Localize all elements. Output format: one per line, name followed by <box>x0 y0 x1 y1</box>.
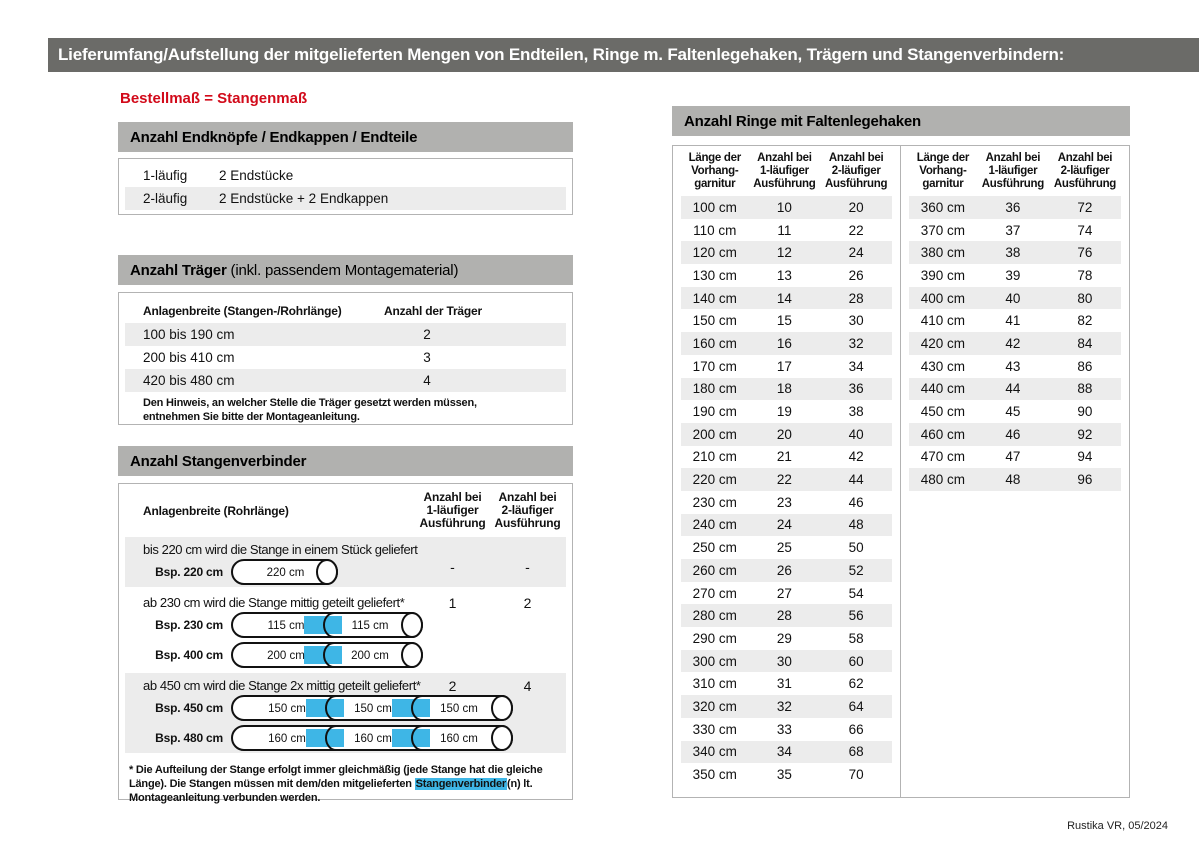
cell-laenge: 330 cm <box>692 721 737 737</box>
rod-example-label: Bsp. 450 cm <box>155 701 223 715</box>
cell-2-laeufig: 90 <box>1077 404 1093 420</box>
cell-2-laeufig: 24 <box>848 245 864 261</box>
section-title-ringe: Anzahl Ringe mit Faltenlegehaken <box>684 112 921 130</box>
cell-2-laeufig: 44 <box>848 472 864 488</box>
cell-1-laeufig: 38 <box>1005 245 1021 261</box>
cell-laenge: 410 cm <box>920 313 966 329</box>
rod-example-label: Bsp. 230 cm <box>155 618 223 632</box>
cell-laenge: 290 cm <box>692 630 737 646</box>
cell-2-laeufig: 30 <box>848 313 864 329</box>
cell-1-laeufig: 23 <box>776 494 792 510</box>
cell-1-laeufig: 28 <box>776 608 792 624</box>
svg-text:115 cm: 115 cm <box>351 620 389 632</box>
cell-laenge: 270 cm <box>692 585 737 601</box>
section-title-endteile: Anzahl Endknöpfe / Endkappen / Endteile <box>130 128 418 146</box>
section-bar-endteile <box>118 122 573 152</box>
cell-laenge: 400 cm <box>920 290 966 306</box>
cell-2-laeufig: 34 <box>848 358 864 374</box>
table-row <box>681 400 892 423</box>
table-row <box>681 332 892 355</box>
rod-example-label: Bsp. 480 cm <box>155 731 223 745</box>
cell-2-laeufig: 52 <box>848 562 864 578</box>
cell-2-laeufig: 46 <box>848 494 864 510</box>
cell-2-laeufig: 56 <box>848 608 864 624</box>
row-count: 3 <box>423 350 431 365</box>
table-row <box>909 400 1121 423</box>
cell-2-laeufig: 36 <box>848 381 864 397</box>
cell-1-laeufig: 48 <box>1005 472 1021 488</box>
table-row <box>909 309 1121 332</box>
table-row <box>681 219 892 242</box>
cell-1-laeufig: 22 <box>776 472 792 488</box>
table-row <box>909 468 1121 491</box>
cell-1-laeufig: 19 <box>776 404 792 420</box>
verbinder-footnote <box>119 756 572 805</box>
cell-2-laeufig: 28 <box>848 290 864 306</box>
cell-2-laeufig: 96 <box>1077 472 1093 488</box>
cell-2-laeufig: 72 <box>1077 199 1093 215</box>
rod-diagram <box>231 694 514 722</box>
ringe-header <box>909 146 1121 196</box>
table-row <box>681 514 892 537</box>
table-row <box>681 287 892 310</box>
cell-laenge: 470 cm <box>920 449 966 465</box>
count-1-laeufig: 1 <box>448 595 457 611</box>
cell-laenge: 420 cm <box>920 335 966 351</box>
cell-2-laeufig: 68 <box>848 744 864 760</box>
cell-1-laeufig: 21 <box>776 449 792 465</box>
cell-1-laeufig: 14 <box>776 290 792 306</box>
cell-2-laeufig: 84 <box>1077 335 1093 351</box>
footnote-highlight: Stangenverbinder <box>415 778 506 790</box>
cell-2-laeufig: 70 <box>848 767 864 783</box>
cell-laenge: 240 cm <box>692 517 737 533</box>
cell-1-laeufig: 47 <box>1005 449 1021 465</box>
svg-text:220 cm: 220 cm <box>266 567 305 579</box>
table-row <box>125 346 566 369</box>
endteile-table <box>118 158 573 215</box>
block-description: ab 450 cm wird die Stange 2x mittig geteilt geliefert* <box>143 678 421 693</box>
block-description: ab 230 cm wird die Stange mittig geteilt geliefert* <box>143 595 405 610</box>
cell-1-laeufig: 20 <box>776 426 792 442</box>
cell-laenge: 350 cm <box>692 767 737 783</box>
cell-2-laeufig: 58 <box>848 630 864 646</box>
row-value: 2 Endstücke <box>219 168 294 183</box>
cell-1-laeufig: 15 <box>776 313 792 329</box>
footnote-text: * Die Aufteilung der Stange erfolgt immer gleichmäßig (jede Stange hat die gleiche Länge). Die Stangen müssen mit dem/den mitgelieferten <box>129 764 543 790</box>
table-row <box>681 695 892 718</box>
verbinder-table-header <box>119 484 572 537</box>
traeger-table <box>118 292 573 425</box>
verbinder-block <box>125 673 566 753</box>
cell-1-laeufig: 11 <box>777 222 792 238</box>
table-row <box>681 264 892 287</box>
cell-2-laeufig: 78 <box>1077 267 1093 283</box>
cell-2-laeufig: 60 <box>848 653 864 669</box>
cell-1-laeufig: 37 <box>1005 222 1021 238</box>
cell-laenge: 250 cm <box>692 540 737 556</box>
verbinder-table <box>118 483 573 804</box>
table-row <box>681 241 892 264</box>
rod-diagram <box>231 611 424 639</box>
cell-1-laeufig: 34 <box>776 744 792 760</box>
cell-laenge: 450 cm <box>920 404 966 420</box>
section-bar-traeger <box>118 255 573 285</box>
cell-1-laeufig: 46 <box>1005 426 1021 442</box>
section-bar-verbinder <box>118 446 573 476</box>
svg-text:115 cm: 115 cm <box>267 620 305 632</box>
cell-laenge: 170 cm <box>692 358 737 374</box>
cell-laenge: 480 cm <box>920 472 966 488</box>
cell-1-laeufig: 32 <box>776 698 792 714</box>
row-label: 2-läufig <box>143 191 188 206</box>
table-row <box>681 196 892 219</box>
table-row <box>681 446 892 469</box>
cell-laenge: 390 cm <box>920 267 966 283</box>
svg-text:160 cm: 160 cm <box>440 733 478 745</box>
table-row <box>681 491 892 514</box>
table-row <box>125 164 566 187</box>
ringe-table <box>672 145 1130 798</box>
table-row <box>909 446 1121 469</box>
cell-laenge: 360 cm <box>920 199 966 215</box>
ringe-table-right <box>901 146 1129 797</box>
cell-laenge: 280 cm <box>692 608 737 624</box>
block-description: bis 220 cm wird die Stange in einem Stück geliefert <box>143 542 418 557</box>
cell-2-laeufig: 64 <box>848 698 864 714</box>
table-row <box>125 187 566 210</box>
cell-1-laeufig: 41 <box>1005 313 1021 329</box>
cell-1-laeufig: 40 <box>1005 290 1021 306</box>
table-row <box>909 196 1121 219</box>
cell-laenge: 260 cm <box>692 562 737 578</box>
cell-1-laeufig: 18 <box>776 381 792 397</box>
rod-diagram <box>231 558 339 586</box>
table-row <box>681 355 892 378</box>
table-row <box>909 423 1121 446</box>
cell-1-laeufig: 35 <box>776 767 792 783</box>
cell-laenge: 380 cm <box>920 245 966 261</box>
cell-laenge: 300 cm <box>692 653 737 669</box>
cell-1-laeufig: 45 <box>1005 404 1021 420</box>
ringe-header-col: Anzahl bei 1-läufiger Ausführung <box>981 152 1044 190</box>
cell-2-laeufig: 76 <box>1077 245 1093 261</box>
document-version: Rustika VR, 05/2024 <box>1067 820 1168 832</box>
cell-laenge: 140 cm <box>692 290 737 306</box>
cell-laenge: 100 cm <box>692 199 737 215</box>
rod-diagram-holder <box>223 694 514 722</box>
rod-example-label: Bsp. 220 cm <box>155 565 223 579</box>
rod-example-label: Bsp. 400 cm <box>155 648 223 662</box>
table-row <box>125 369 566 392</box>
table-row <box>681 672 892 695</box>
count-1-laeufig: 2 <box>448 678 457 694</box>
svg-text:200 cm: 200 cm <box>351 650 389 662</box>
rod-example-row <box>125 723 566 753</box>
cell-2-laeufig: 42 <box>848 449 864 465</box>
cell-laenge: 460 cm <box>920 426 966 442</box>
cell-laenge: 120 cm <box>692 245 737 261</box>
cell-2-laeufig: 88 <box>1077 381 1093 397</box>
cell-2-laeufig: 26 <box>848 267 864 283</box>
row-range: 200 bis 410 cm <box>143 350 235 365</box>
count-1-laeufig: - <box>450 559 455 575</box>
page-title: Lieferumfang/Aufstellung der mitgelieferten Mengen von Endteilen, Ringe m. Faltenlegehaken, Trägern und Stangenverbindern: <box>48 38 1199 72</box>
section-bar-ringe <box>672 106 1130 136</box>
cell-laenge: 190 cm <box>692 404 737 420</box>
table-row <box>909 378 1121 401</box>
cell-laenge: 110 cm <box>693 222 737 238</box>
order-measure-note: Bestellmaß = Stangenmaß <box>120 90 308 107</box>
rod-diagram-holder <box>223 724 514 752</box>
ringe-header-col: Länge der Vorhang- garnitur <box>688 152 741 190</box>
cell-laenge: 320 cm <box>692 698 737 714</box>
cell-laenge: 370 cm <box>920 222 966 238</box>
cell-laenge: 180 cm <box>692 381 737 397</box>
table-row <box>125 323 566 346</box>
cell-1-laeufig: 39 <box>1005 267 1021 283</box>
table-row <box>681 763 892 786</box>
cell-laenge: 130 cm <box>692 267 737 283</box>
cell-laenge: 210 cm <box>692 449 737 465</box>
table-row <box>681 423 892 446</box>
cell-laenge: 220 cm <box>692 472 737 488</box>
cell-laenge: 310 cm <box>692 676 737 692</box>
ringe-header-col: Anzahl bei 1-läufiger Ausführung <box>753 152 816 190</box>
count-2-laeufig: 2 <box>523 595 532 611</box>
footnote-text-end: (n) lt. Montageanleitung verbunden werden. <box>129 778 533 804</box>
table-row <box>909 219 1121 242</box>
table-row <box>909 264 1121 287</box>
cell-2-laeufig: 48 <box>848 517 864 533</box>
svg-text:150 cm: 150 cm <box>354 703 392 715</box>
row-value: 2 Endstücke + 2 Endkappen <box>219 191 389 206</box>
cell-2-laeufig: 22 <box>848 222 864 238</box>
cell-1-laeufig: 27 <box>776 585 792 601</box>
cell-2-laeufig: 40 <box>848 426 864 442</box>
cell-1-laeufig: 36 <box>1005 199 1021 215</box>
cell-1-laeufig: 17 <box>776 358 792 374</box>
rod-example-row <box>125 640 566 670</box>
table-row <box>681 741 892 764</box>
cell-2-laeufig: 38 <box>848 404 864 420</box>
table-row <box>909 332 1121 355</box>
table-row <box>681 468 892 491</box>
cell-laenge: 430 cm <box>920 358 966 374</box>
ringe-header <box>681 146 892 196</box>
cell-2-laeufig: 66 <box>848 721 864 737</box>
cell-1-laeufig: 10 <box>776 199 792 215</box>
cell-2-laeufig: 80 <box>1077 290 1093 306</box>
table-row <box>681 718 892 741</box>
rod-diagram <box>231 724 514 752</box>
row-range: 420 bis 480 cm <box>143 373 235 388</box>
ringe-header-col: Anzahl bei 2-läufiger Ausführung <box>1053 152 1117 190</box>
cell-2-laeufig: 32 <box>848 335 864 351</box>
cell-2-laeufig: 54 <box>848 585 864 601</box>
cell-1-laeufig: 31 <box>776 676 792 692</box>
verbinder-col-2-laeufig: Anzahl bei 2-läufiger Ausführung <box>494 490 561 530</box>
verbinder-block <box>125 590 566 670</box>
table-row <box>681 627 892 650</box>
cell-1-laeufig: 33 <box>776 721 792 737</box>
row-range: 100 bis 190 cm <box>143 327 235 342</box>
svg-text:200 cm: 200 cm <box>267 650 305 662</box>
cell-1-laeufig: 30 <box>776 653 792 669</box>
table-row <box>681 559 892 582</box>
cell-1-laeufig: 16 <box>776 335 792 351</box>
svg-text:150 cm: 150 cm <box>268 703 306 715</box>
ringe-table-left <box>673 146 901 797</box>
cell-laenge: 160 cm <box>692 335 737 351</box>
rod-diagram-holder <box>223 641 424 669</box>
cell-1-laeufig: 44 <box>1005 381 1021 397</box>
table-row <box>681 604 892 627</box>
cell-laenge: 150 cm <box>692 313 737 329</box>
table-row <box>909 287 1121 310</box>
row-count: 2 <box>423 327 431 342</box>
cell-2-laeufig: 92 <box>1077 426 1093 442</box>
cell-1-laeufig: 12 <box>776 245 792 261</box>
section-title-traeger-suffix: (inkl. passendem Montagematerial) <box>226 261 459 279</box>
rod-example-row <box>125 693 566 723</box>
table-row <box>909 241 1121 264</box>
rod-diagram-holder <box>223 558 339 586</box>
traeger-col-anlagenbreite: Anlagenbreite (Stangen-/Rohrlänge) <box>143 304 342 318</box>
cell-1-laeufig: 13 <box>776 267 792 283</box>
section-title-verbinder: Anzahl Stangenverbinder <box>130 452 307 470</box>
cell-2-laeufig: 82 <box>1077 313 1093 329</box>
row-count: 4 <box>423 373 431 388</box>
cell-1-laeufig: 42 <box>1005 335 1021 351</box>
rod-diagram-holder <box>223 611 424 639</box>
traeger-note: Den Hinweis, an welcher Stelle die Träger gesetzt werden müssen, entnehmen Sie bitte der Montageanleitung. <box>143 397 477 423</box>
count-2-laeufig: - <box>525 559 530 575</box>
verbinder-block <box>125 537 566 587</box>
cell-1-laeufig: 24 <box>776 517 792 533</box>
rod-example-row <box>125 610 566 640</box>
section-title-traeger: Anzahl Träger <box>130 261 227 279</box>
table-row <box>909 355 1121 378</box>
table-row <box>681 650 892 673</box>
ringe-header-col: Anzahl bei 2-läufiger Ausführung <box>825 152 888 190</box>
traeger-col-anzahl: Anzahl der Träger <box>384 304 482 318</box>
cell-2-laeufig: 86 <box>1077 358 1093 374</box>
cell-2-laeufig: 94 <box>1077 449 1093 465</box>
svg-text:160 cm: 160 cm <box>354 733 392 745</box>
cell-2-laeufig: 74 <box>1077 222 1093 238</box>
cell-laenge: 340 cm <box>692 744 737 760</box>
count-2-laeufig: 4 <box>523 678 532 694</box>
verbinder-col-1-laeufig: Anzahl bei 1-läufiger Ausführung <box>419 490 486 530</box>
traeger-table-header <box>119 299 572 323</box>
svg-text:160 cm: 160 cm <box>268 733 306 745</box>
row-label: 1-läufig <box>143 168 188 183</box>
cell-laenge: 200 cm <box>692 426 737 442</box>
cell-laenge: 440 cm <box>920 381 966 397</box>
cell-2-laeufig: 62 <box>848 676 864 692</box>
ringe-header-col: Länge der Vorhang- garnitur <box>916 152 970 190</box>
verbinder-col-anlagenbreite: Anlagenbreite (Rohrlänge) <box>143 503 289 518</box>
cell-2-laeufig: 20 <box>848 199 864 215</box>
table-row <box>681 582 892 605</box>
cell-1-laeufig: 25 <box>776 540 792 556</box>
cell-2-laeufig: 50 <box>848 540 864 556</box>
cell-1-laeufig: 26 <box>776 562 792 578</box>
rod-diagram <box>231 641 424 669</box>
table-row <box>681 536 892 559</box>
table-row <box>681 378 892 401</box>
cell-1-laeufig: 29 <box>776 630 792 646</box>
cell-laenge: 230 cm <box>692 494 737 510</box>
table-row <box>681 309 892 332</box>
svg-text:150 cm: 150 cm <box>440 703 478 715</box>
cell-1-laeufig: 43 <box>1005 358 1021 374</box>
